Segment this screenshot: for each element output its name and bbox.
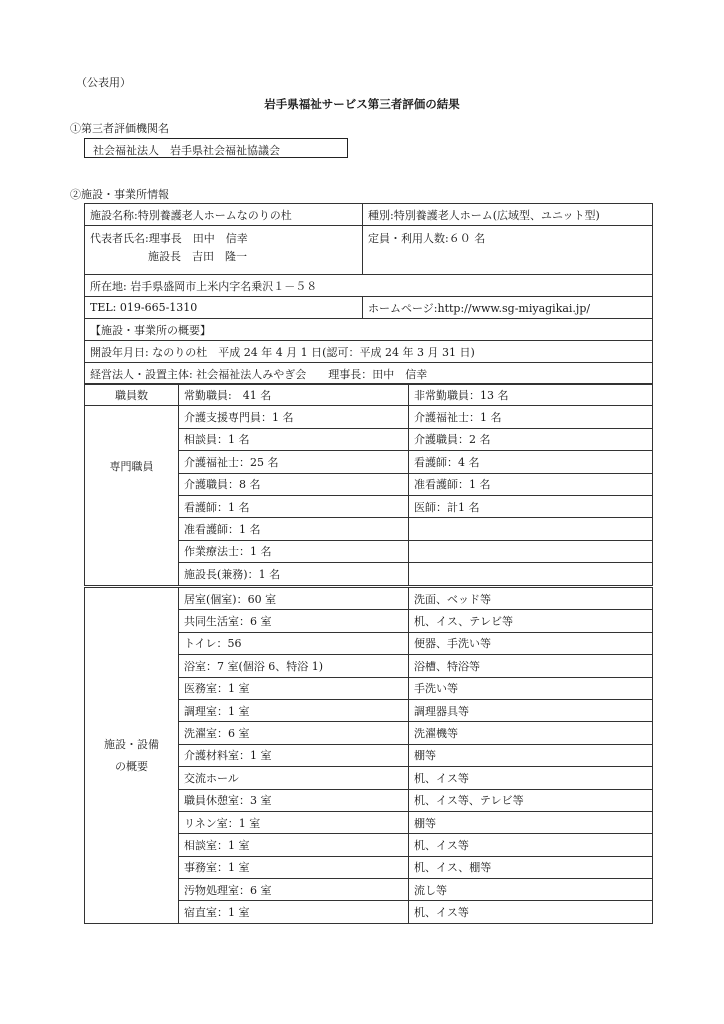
representative-line2: 施設長 吉田 隆一 [148,250,247,263]
room-name: 相談室：1 室 [179,834,409,856]
evaluation-org-name: 社会福祉法人 岩手県社会福祉協議会 [84,138,348,158]
staff-fulltime-item: 施設長(兼務)：1 名 [179,563,409,585]
room-equipment: 手洗い等 [409,677,653,699]
facilities-table [84,587,653,924]
fulltime-staff: 常勤職員: 41 名 [179,384,409,406]
room-equipment: 棚等 [409,744,653,766]
staff-parttime-item: 医師：計1 名 [409,495,653,517]
staff-fulltime-item: 相談員：1 名 [179,428,409,450]
staff-table [84,383,653,586]
room-equipment: 机、イス等 [409,834,653,856]
room-name: 介護材料室：1 室 [179,744,409,766]
room-equipment: 洗面、ベッド等 [409,588,653,610]
representative-cell [85,226,363,275]
professional-staff-label: 専門職員 [85,406,179,585]
room-equipment: 流し等 [409,879,653,901]
room-equipment: 机、イス、テレビ等 [409,610,653,632]
room-name: 医務室：1 室 [179,677,409,699]
telephone: TEL: 019‐665‐1310 [85,297,363,319]
document-label: （公表用） [76,76,131,89]
staff-fulltime-item: 介護支援専門員：1 名 [179,406,409,428]
staff-fulltime-item: 作業療法士：1 名 [179,540,409,562]
staff-count-label: 職員数 [85,384,179,406]
room-name: 汚物処理室：6 室 [179,879,409,901]
room-equipment: 机、イス等 [409,767,653,789]
staff-parttime-item: 介護職員：2 名 [409,428,653,450]
facility-type: 種別:特別養護老人ホーム(広域型、ユニット型) [363,204,653,226]
staff-parttime-item: 准看護師：1 名 [409,473,653,495]
document-title: 岩手県福祉サービス第三者評価の結果 [264,97,460,111]
facilities-label-line1: 施設・設備 [104,738,159,751]
address: 所在地: 岩手県盛岡市上米内字名乗沢１－５８ [85,275,653,297]
staff-parttime-item [409,518,653,540]
room-name: 洗濯室：6 室 [179,722,409,744]
homepage: ホームページ:http://www.sg-miyagikai.jp/ [363,297,653,319]
room-name: 職員休憩室：3 室 [179,789,409,811]
staff-parttime-item [409,540,653,562]
operator: 経営法人・設置主体: 社会福祉法人みやぎ会 理事長：田中 信幸 [85,363,653,385]
room-equipment: 机、イス等、テレビ等 [409,789,653,811]
room-equipment: 洗濯機等 [409,722,653,744]
facility-name: 施設名称:特別養護老人ホームなのりの杜 [85,204,363,226]
room-equipment: 机、イス、棚等 [409,856,653,878]
representative-line1: 代表者氏名:理事長 田中 信幸 [90,232,248,245]
section1-heading: ①第三者評価機関名 [70,122,169,135]
staff-parttime-item: 介護福祉士：1 名 [409,406,653,428]
room-equipment: 便器、手洗い等 [409,632,653,654]
room-equipment: 机、イス等 [409,901,653,923]
room-equipment: 浴槽、特浴等 [409,655,653,677]
room-name: 浴室：7 室(個浴 6、特浴 1) [179,655,409,677]
staff-fulltime-item: 看護師：1 名 [179,495,409,517]
room-name: 調理室：1 室 [179,699,409,721]
parttime-staff: 非常勤職員：13 名 [409,384,653,406]
capacity: 定員・利用人数:６０ 名 [363,226,653,275]
room-name: 宿直室：1 室 [179,901,409,923]
opening-date: 開設年月日: なのりの杜 平成 24 年 4 月 1 日(認可：平成 24 年 3 月 31 日) [85,341,653,363]
room-name: 居室(個室)：60 室 [179,588,409,610]
facilities-label-line2: の概要 [115,760,148,773]
room-name: 事務室：1 室 [179,856,409,878]
room-equipment: 調理器具等 [409,699,653,721]
facility-info-table [84,203,653,385]
overview-heading: 【施設・事業所の概要】 [85,319,653,341]
staff-parttime-item [409,563,653,585]
staff-fulltime-item: 介護職員：8 名 [179,473,409,495]
room-equipment: 棚等 [409,811,653,833]
staff-fulltime-item: 介護福祉士：25 名 [179,451,409,473]
room-name: 共同生活室：6 室 [179,610,409,632]
staff-parttime-item: 看護師：4 名 [409,451,653,473]
room-name: トイレ：56 [179,632,409,654]
room-name: リネン室：1 室 [179,811,409,833]
facilities-label [85,588,179,924]
room-name: 交流ホール [179,767,409,789]
section2-heading: ②施設・事業所情報 [70,188,169,201]
staff-fulltime-item: 准看護師：1 名 [179,518,409,540]
